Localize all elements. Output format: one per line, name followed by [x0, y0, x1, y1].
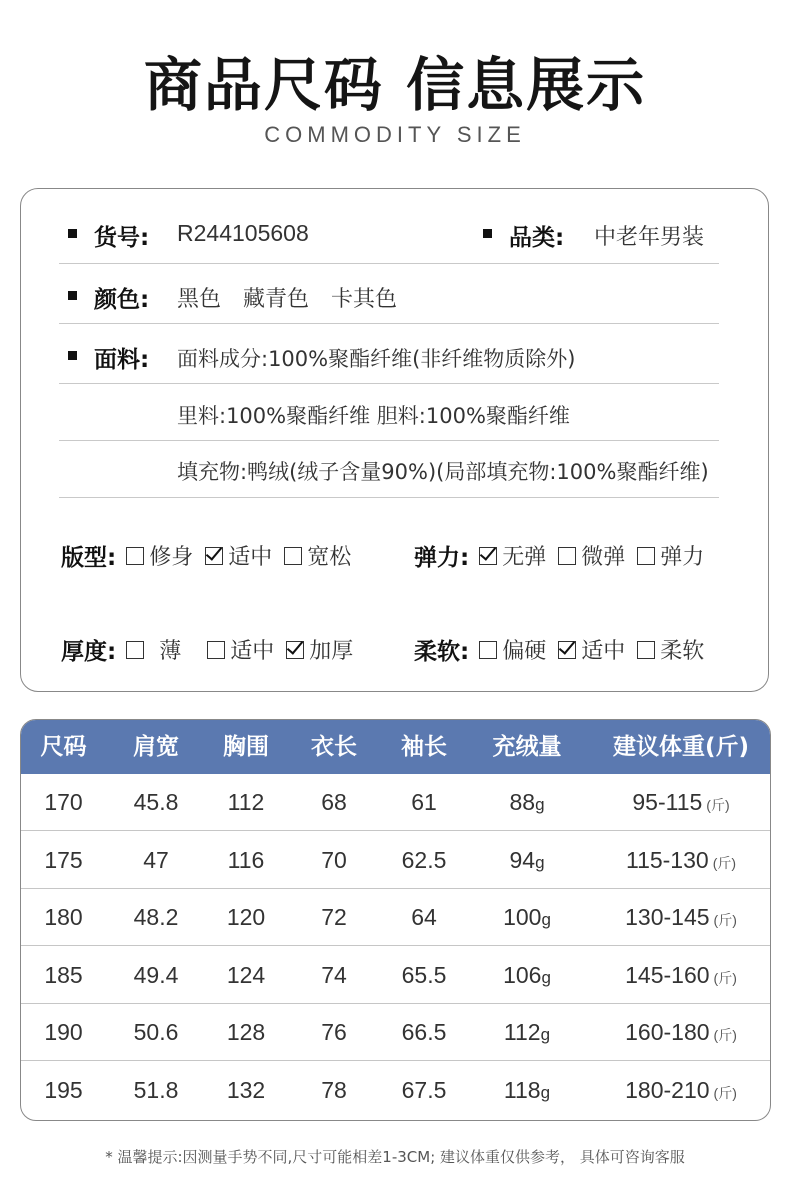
- cell-value: 100: [503, 904, 542, 930]
- cell-value: 76: [321, 1019, 347, 1045]
- cell-value: 112: [503, 1019, 541, 1045]
- table-cell: [289, 1004, 379, 1061]
- page-title: 商品尺码 信息展示: [143, 51, 647, 119]
- cell-value: 195: [44, 1076, 83, 1103]
- unit-label: (斤): [713, 1027, 737, 1043]
- table-cell: [289, 1062, 379, 1119]
- bullet-icon: [68, 351, 77, 360]
- softness-options: [414, 633, 710, 666]
- cell-value: 118: [503, 1076, 541, 1103]
- cell-value: 95-115: [632, 789, 703, 815]
- table-cell: [21, 889, 106, 946]
- table-cell: [471, 1062, 583, 1119]
- table-cell: [106, 889, 206, 946]
- softness-label: 柔软:: [414, 639, 470, 665]
- cell-value: 49.4: [133, 961, 179, 988]
- cell-value: 124: [226, 961, 266, 988]
- table-cell: [21, 832, 106, 889]
- info-row-color: [59, 263, 719, 324]
- fabric-label: 面料:: [94, 347, 150, 373]
- table-cell: [289, 889, 379, 946]
- table-cell: [21, 1062, 106, 1119]
- cell-value: 48.2: [133, 904, 179, 930]
- cell-value: 94: [509, 846, 536, 873]
- unit-label: g: [535, 852, 545, 872]
- table-cell: [289, 832, 379, 889]
- cell-value: 170: [44, 789, 83, 815]
- fabric-line-3: 填充物:鸭绒(绒子含量90%)(局部填充物:100%聚酯纤维): [177, 460, 709, 484]
- cell-value: 45.8: [133, 789, 179, 815]
- fit-option-label: 适中: [228, 545, 273, 570]
- bullet-icon: [68, 291, 77, 300]
- table-cell: [591, 832, 771, 889]
- category-value: 中老年男装: [594, 225, 705, 250]
- table-cell: [376, 947, 472, 1004]
- table-cell: [106, 774, 206, 831]
- unit-label: g: [541, 967, 551, 987]
- table-cell: [199, 1062, 293, 1119]
- elasticity-label: 弹力:: [414, 545, 470, 571]
- bullet-icon: [483, 229, 492, 238]
- cell-value: 116: [227, 846, 265, 873]
- cell-value: 132: [226, 1076, 266, 1103]
- table-cell: [106, 1004, 206, 1061]
- cell-value: 180: [44, 904, 83, 930]
- thickness-option-label: 薄: [159, 639, 182, 664]
- cell-value: 185: [44, 961, 83, 988]
- table-cell: [289, 774, 379, 831]
- footnote: * 温馨提示:因测量手势不同,尺寸可能相差1-3CM; 建议体重仅供参考， 具体可咨询客服: [105, 1148, 685, 1166]
- checkbox-elasticity-stretch[interactable]: [637, 547, 655, 565]
- column-header: 胸围: [223, 734, 269, 760]
- cell-value: 78: [321, 1076, 347, 1103]
- table-row: [21, 774, 770, 831]
- table-cell: [376, 774, 472, 831]
- table-cell: [471, 774, 583, 831]
- page-subtitle: COMMODITY SIZE: [264, 122, 526, 147]
- table-cell: [199, 947, 293, 1004]
- category-label: 品类:: [509, 225, 565, 251]
- table-cell: [106, 832, 206, 889]
- checkbox-thickness-thick[interactable]: [286, 641, 304, 659]
- table-cell: [471, 889, 583, 946]
- checkbox-fit-regular[interactable]: [205, 547, 223, 565]
- product-info-card: [20, 188, 769, 692]
- unit-label: g: [535, 795, 545, 814]
- fit-option-label: 宽松: [307, 545, 352, 570]
- column-header: 袖长: [401, 734, 447, 760]
- unit-label: (斤): [706, 797, 730, 813]
- checkbox-softness-hard[interactable]: [479, 641, 497, 659]
- thickness-option-label: 适中: [230, 639, 275, 664]
- cell-value: 74: [321, 961, 347, 988]
- table-cell: [199, 832, 293, 889]
- elasticity-option-label: 微弹: [581, 545, 626, 570]
- cell-value: 68: [321, 789, 347, 815]
- elasticity-option-label: 无弹: [502, 545, 547, 570]
- unit-label: (斤): [713, 969, 737, 986]
- info-row-fabric-2: [59, 383, 719, 441]
- softness-option-label: 柔软: [660, 639, 705, 664]
- softness-option-label: 偏硬: [502, 639, 547, 664]
- checkbox-thickness-thin[interactable]: [126, 641, 144, 659]
- cell-value: 64: [411, 904, 437, 930]
- color-value: 黑色 藏青色 卡其色: [177, 287, 398, 312]
- table-cell: [471, 947, 583, 1004]
- unit-label: (斤): [713, 1084, 737, 1101]
- fit-option-label: 修身: [149, 545, 194, 570]
- table-row: [21, 1062, 770, 1119]
- table-cell: [199, 774, 293, 831]
- table-cell: [591, 947, 771, 1004]
- cell-value: 62.5: [401, 846, 447, 873]
- unit-label: (斤): [712, 854, 737, 871]
- checkbox-elasticity-none[interactable]: [479, 547, 497, 565]
- checkbox-fit-slim[interactable]: [126, 547, 144, 565]
- checkbox-fit-loose[interactable]: [284, 547, 302, 565]
- table-cell: [21, 1004, 106, 1061]
- fabric-line-2: 里料:100%聚酯纤维 胆料:100%聚酯纤维: [177, 404, 570, 428]
- fit-options: [61, 539, 357, 572]
- item-no-label: 货号:: [94, 225, 150, 251]
- unit-label: (斤): [713, 912, 737, 928]
- table-cell: [376, 1062, 472, 1119]
- table-row: [21, 947, 770, 1004]
- item-no-value: R244105608: [177, 220, 309, 246]
- table-cell: [106, 947, 206, 1004]
- column-header: 肩宽: [133, 734, 179, 760]
- elasticity-option-label: 弹力: [660, 545, 705, 570]
- table-cell: [199, 889, 293, 946]
- table-cell: [471, 1004, 583, 1061]
- cell-value: 50.6: [133, 1019, 179, 1045]
- cell-value: 72: [321, 904, 347, 930]
- unit-label: g: [540, 1025, 551, 1044]
- cell-value: 47: [143, 846, 169, 873]
- cell-value: 51.8: [133, 1076, 179, 1103]
- color-label: 颜色:: [94, 287, 150, 313]
- cell-value: 175: [44, 846, 83, 873]
- cell-value: 65.5: [401, 961, 447, 988]
- cell-value: 190: [44, 1019, 83, 1045]
- cell-value: 160-180: [625, 1019, 710, 1045]
- cell-value: 67.5: [401, 1076, 447, 1103]
- table-cell: [591, 1004, 771, 1061]
- unit-label: g: [541, 910, 551, 929]
- thickness-options: [61, 633, 359, 666]
- checkbox-thickness-medium[interactable]: [207, 641, 225, 659]
- table-row: [21, 1004, 770, 1061]
- table-cell: [376, 1004, 472, 1061]
- cell-value: 180-210: [625, 1076, 710, 1103]
- thickness-option-label: 加厚: [309, 639, 354, 664]
- table-cell: [199, 1004, 293, 1061]
- table-cell: [21, 947, 106, 1004]
- column-header: 建议体重(斤): [612, 734, 750, 760]
- column-header: 充绒量: [492, 734, 562, 760]
- cell-value: 130-145: [625, 904, 710, 930]
- table-cell: [591, 889, 771, 946]
- info-row-fabric-3: [59, 440, 719, 498]
- size-table-header: [21, 720, 770, 774]
- table-row: [21, 832, 770, 889]
- table-cell: [21, 774, 106, 831]
- checkbox-softness-soft[interactable]: [637, 641, 655, 659]
- cell-value: 145-160: [625, 961, 710, 988]
- column-header: 尺码: [40, 734, 87, 760]
- table-cell: [376, 832, 472, 889]
- cell-value: 112: [227, 789, 265, 815]
- table-cell: [471, 832, 583, 889]
- table-cell: [591, 1062, 771, 1119]
- info-row-item-no: [59, 203, 719, 264]
- table-cell: [376, 889, 472, 946]
- table-cell: [591, 774, 771, 831]
- table-cell: [289, 947, 379, 1004]
- cell-value: 70: [321, 846, 347, 873]
- cell-value: 106: [503, 961, 542, 988]
- table-cell: [106, 1062, 206, 1119]
- softness-option-label: 适中: [581, 639, 626, 664]
- table-row: [21, 889, 770, 946]
- cell-value: 115-130: [625, 846, 709, 873]
- size-table: [20, 719, 771, 1121]
- unit-label: g: [540, 1082, 551, 1102]
- cell-value: 120: [226, 904, 266, 930]
- cell-value: 61: [411, 789, 437, 815]
- bullet-icon: [68, 229, 77, 238]
- checkbox-elasticity-slight[interactable]: [558, 547, 576, 565]
- info-row-fabric: [59, 323, 719, 384]
- cell-value: 128: [226, 1019, 266, 1045]
- column-header: 衣长: [311, 734, 357, 760]
- thickness-label: 厚度:: [61, 639, 117, 665]
- fabric-line-1: 面料成分:100%聚酯纤维(非纤维物质除外): [177, 347, 576, 371]
- cell-value: 66.5: [401, 1019, 447, 1045]
- checkbox-softness-medium[interactable]: [558, 641, 576, 659]
- cell-value: 88: [509, 789, 536, 815]
- fit-label: 版型:: [61, 545, 117, 571]
- elasticity-options: [414, 539, 710, 572]
